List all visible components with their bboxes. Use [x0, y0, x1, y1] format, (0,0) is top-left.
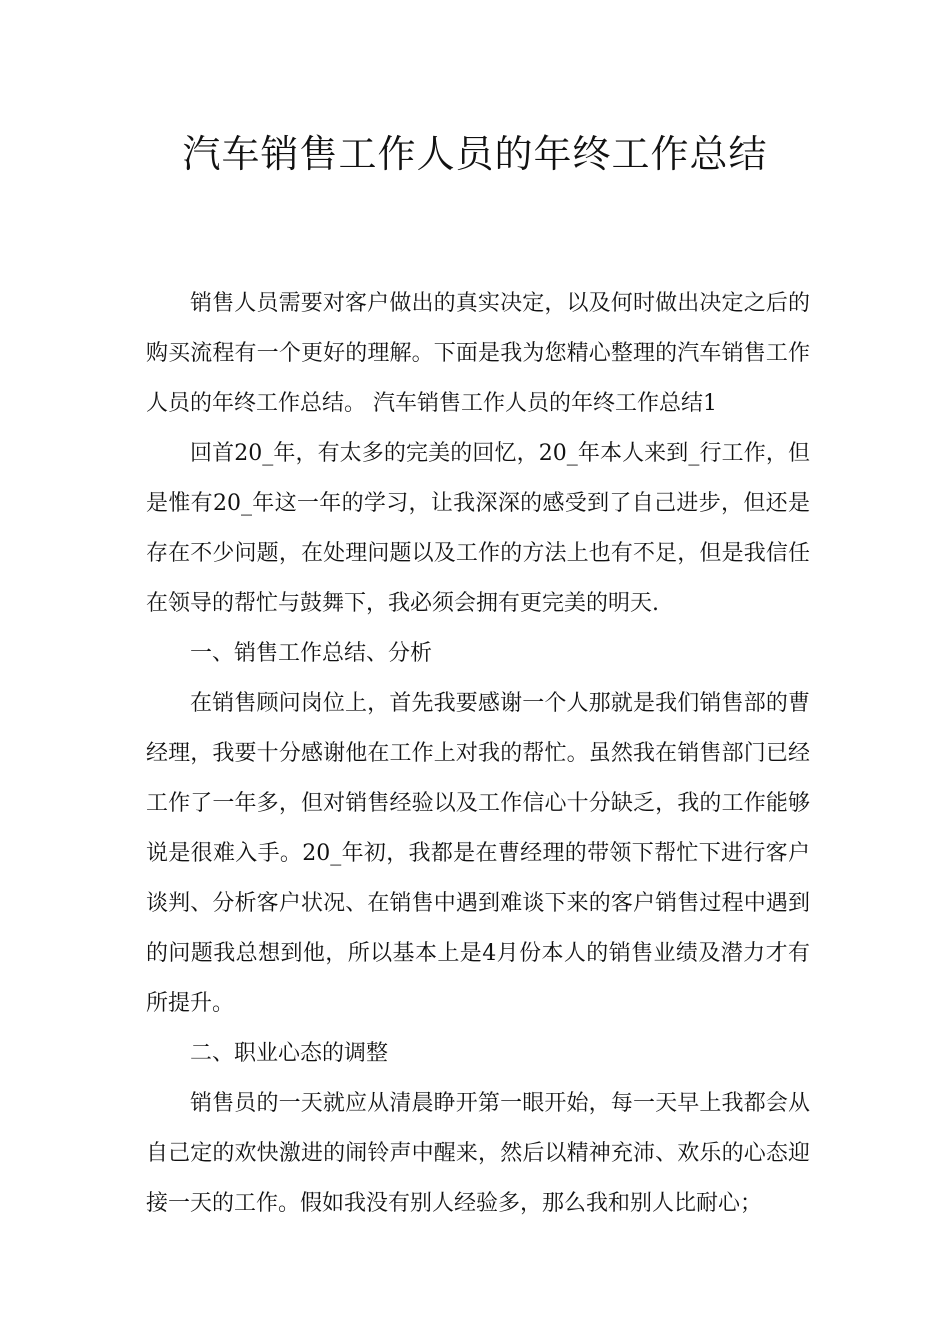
section-heading-mindset: 二、职业心态的调整	[190, 1041, 389, 1066]
document-title: 汽车销售工作人员的年终工作总结	[182, 132, 768, 176]
section-heading-sales-summary: 一、销售工作总结、分析	[190, 641, 433, 666]
paragraph-intro: 销售人员需要对客户做出的真实决定，以及何时做出决定之后的购买流程有一个更好的理解。下面是我为您精心整理的汽车销售工作人员的年终工作总结。 汽车销售工作人员的年终工作总结1	[146, 291, 810, 416]
paragraph-review: 回首20_年，有太多的完美的回忆，20_年本人来到_行工作，但是惟有20_年这一年的学习，让我深深的感受到了自己进步，但还是存在不少问题，在处理问题以及工作的方法上也有不足，但是我信任在领导的帮忙与鼓舞下，我必须会拥有更完美的明天.	[146, 441, 810, 616]
paragraph-mindset: 销售员的一天就应从清晨睁开第一眼开始，每一天早上我都会从自己定的欢快激进的闹铃声中醒来，然后以精神充沛、欢乐的心态迎接一天的工作。假如我没有别人经验多，那么我和别人比耐心；	[146, 1091, 810, 1216]
document-body	[146, 279, 810, 1229]
paragraph-sales-summary: 在销售顾问岗位上，首先我要感谢一个人那就是我们销售部的曹经理，我要十分感谢他在工作上对我的帮忙。虽然我在销售部门已经工作了一年多，但对销售经验以及工作信心十分缺乏，我的工作能够说是很难入手。20_年初，我都是在曹经理的带领下帮忙下进行客户谈判、分析客户状况、在销售中遇到难谈下来的客户销售过程中遇到的问题我总想到他，所以基本上是4月份本人的销售业绩及潜力才有所提升。	[146, 691, 810, 1016]
